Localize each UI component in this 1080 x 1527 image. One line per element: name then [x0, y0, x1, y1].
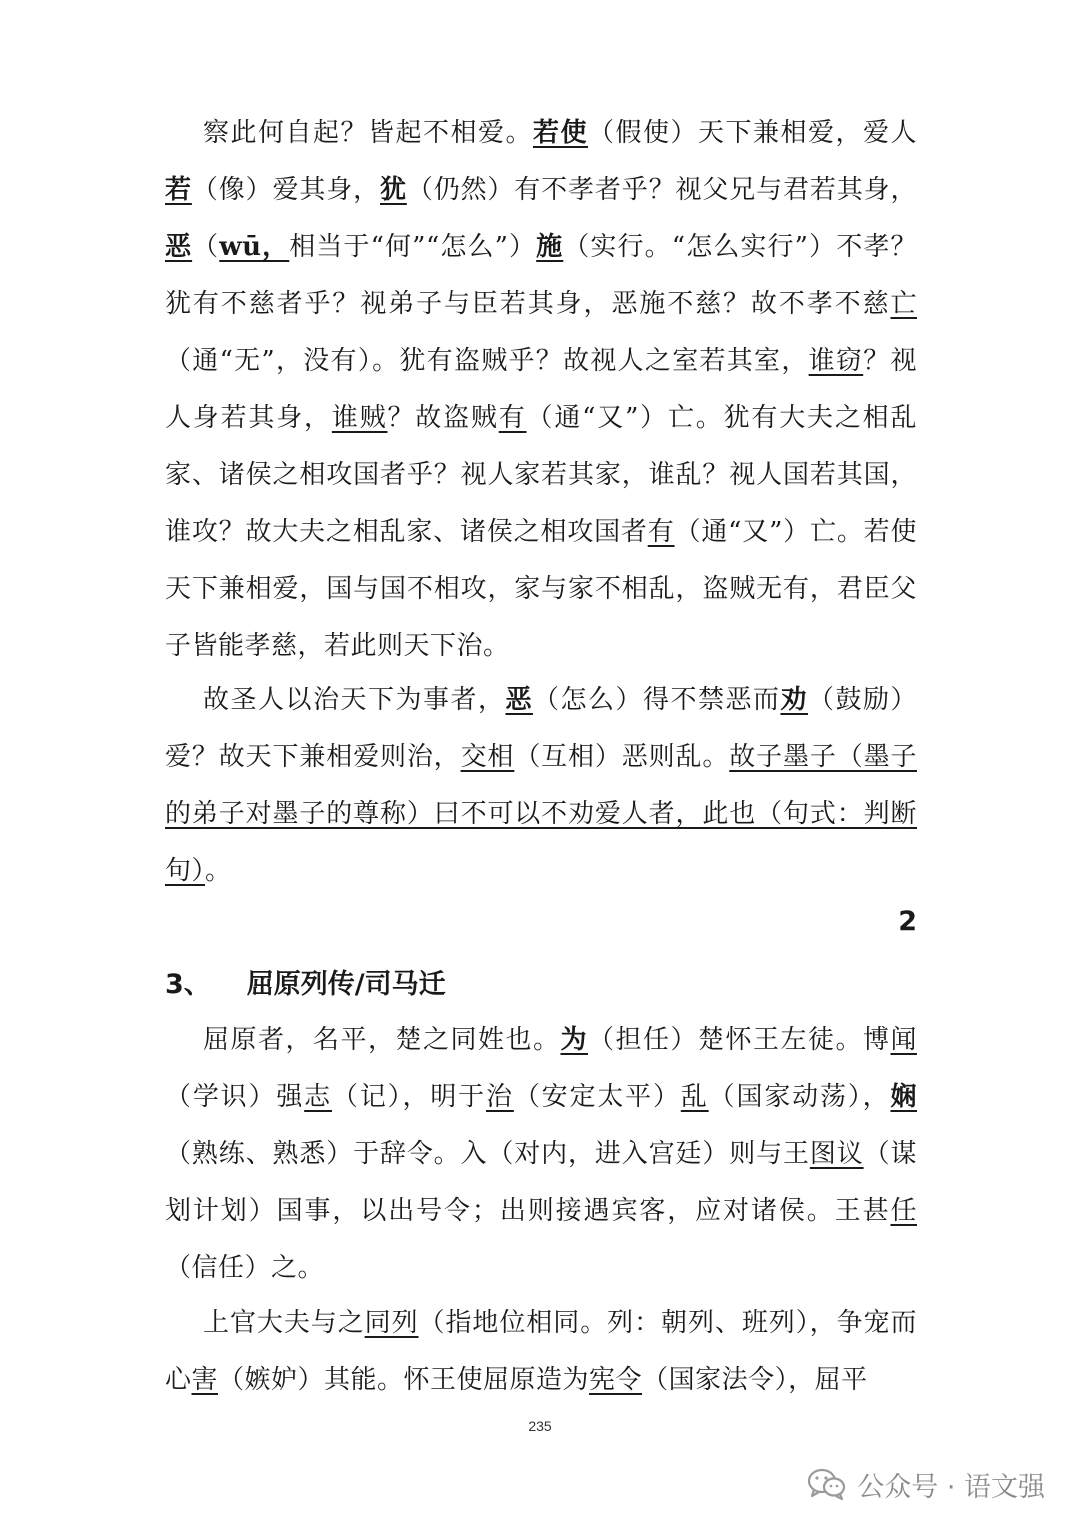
paragraph-2: 故圣人以治天下为事者，恶（怎么）得不禁恶而劝（鼓励）爱？故天下兼相爱则治，交相（互相）恶则乱。故子墨子（墨子的弟子对墨子的尊称）曰不可以不劝爱人者，此也（句式：判断句）。	[165, 685, 917, 886]
annotated-word: 闻	[890, 1025, 917, 1055]
watermark-text: 公众号 · 语文强	[857, 1471, 1045, 1503]
annotated-word: 交相	[460, 742, 515, 772]
annotated-word: 谁窃	[808, 346, 864, 376]
section-heading	[165, 965, 446, 1005]
annotated-sentence: 故子墨子（墨子的弟子对墨子的尊称）曰不可以不劝爱人者，此也（句式：判断句）	[165, 742, 917, 886]
annotated-word: 有	[647, 517, 675, 547]
heading-number: 3、	[165, 969, 211, 1000]
paragraph-3: 屈原者，名平，楚之同姓也。为（担任）楚怀王左徒。博闻（学识）强志（记），明于治（安定太平）乱（国家动荡），娴（熟练、熟悉）于辞令。入（对内，进入宫廷）则与王图议（谋划计划）国事，以出号令；出则接遇宾客，应对诸侯。王甚任（信任）之。	[165, 1025, 917, 1283]
annotated-word: 恶	[505, 685, 533, 715]
watermark	[807, 1462, 1045, 1506]
page-number: 235	[528, 1418, 552, 1434]
annotated-word: 谁贼	[331, 403, 388, 433]
annotated-word: 犹	[379, 175, 407, 205]
annotated-word: 劝	[780, 685, 808, 715]
annotated-word: 施	[536, 232, 564, 262]
annotated-word: 图议	[809, 1139, 864, 1169]
paragraph-4: 上官大夫与之同列（指地位相同。列：朝列、班列），争宠而心害（嫉妒）其能。怀王使屈原造为宪令（国家法令），屈平	[165, 1308, 917, 1395]
heading-title: 屈原列传/司马迁	[246, 969, 446, 1000]
section-number: 2	[898, 906, 917, 937]
annotated-word: 有	[498, 403, 527, 433]
annotated-word: 乱	[680, 1082, 709, 1112]
annotated-word: 为	[560, 1025, 588, 1055]
wechat-icon	[807, 1467, 847, 1501]
annotated-word: 恶	[165, 232, 193, 262]
annotated-word: 治	[485, 1082, 514, 1112]
annotated-word: 害	[191, 1365, 219, 1395]
paragraph-1: 察此何自起？皆起不相爱。若使（假使）天下兼相爱，爱人若（像）爱其身，犹（仍然）有不孝者乎？视父兄与君若其身，恶（wū，相当于“何”“怎么”）施（实行。“怎么实行”）不孝？犹有不慈者乎？视弟子与臣若其身，恶施不慈？故不孝不慈亡（通“无”，没有）。犹有盗贼乎？故视人之室若其室，谁窃？视人身若其身，谁贼？故盗贼有（通“又”）亡。犹有大夫之相乱家、诸侯之相攻国者乎？视人家若其家，谁乱？视人国若其国，谁攻？故大夫之相乱家、诸侯之相攻国者有（通“又”）亡。若使天下兼相爱，国与国不相攻，家与家不相乱，盗贼无有，君臣父子皆能孝慈，若此则天下治。	[165, 118, 917, 661]
annotated-word: 宪令	[589, 1365, 643, 1395]
annotated-word: 志	[304, 1082, 332, 1112]
annotated-word: 亡	[890, 289, 917, 319]
pinyin-annotation: wū，	[219, 232, 290, 262]
annotated-word: 任	[890, 1196, 917, 1226]
annotated-word: 若	[165, 175, 192, 205]
annotated-word: 娴	[890, 1082, 917, 1112]
annotated-word: 若使	[532, 118, 588, 148]
annotated-word: 同列	[364, 1308, 419, 1338]
